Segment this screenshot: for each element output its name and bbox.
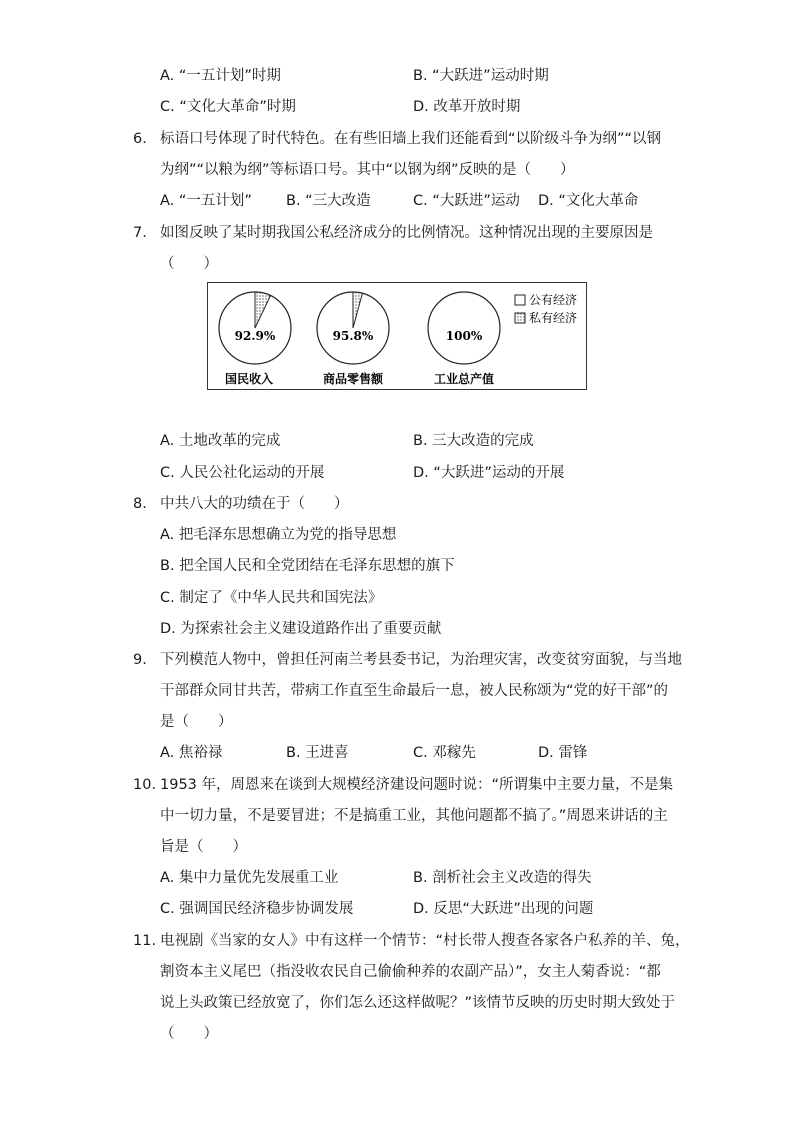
q9-stem-line1: 下列模范人物中，曾担任河南兰考县委书记，为治理灾害，改变贫穷面貌，与当地 — [160, 652, 682, 668]
q8-option-c: C. 制定了《中华人民共和国宪法》 — [160, 590, 383, 606]
q7-option-a: A. 土地改革的完成 — [160, 433, 281, 449]
q10-stem-line1: 1953 年，周恩来在谈到大规模经济建设问题时说：“所谓集中主要力量，不是集 — [160, 777, 674, 793]
q7-option-c: C. 人民公社化运动的开展 — [160, 465, 325, 481]
q10-option-d: D. 反思“大跃进”出现的问题 — [413, 901, 594, 917]
q10-option-b: B. 剖析社会主义改造的得失 — [413, 870, 592, 886]
legend-swatch-private — [515, 313, 525, 323]
legend-swatch-public — [515, 295, 525, 305]
pie-chart-svg — [208, 283, 585, 388]
q5-option-d: D. 改革开放时期 — [413, 99, 521, 115]
q10-option-c: C. 强调国民经济稳步协调发展 — [160, 901, 354, 917]
q6-number: 6. — [133, 131, 147, 147]
q11-stem-line2: 割资本主义尾巴（指没收农民自己偷偷种养的农副产品）”，女主人菊香说：“都 — [160, 964, 661, 980]
pie-1-caption: 国民收入 — [224, 372, 274, 386]
q8-stem: 中共八大的功绩在于（ ） — [160, 496, 349, 512]
legend-label-public: 公有经济 — [529, 293, 578, 307]
q11-stem-line4: （ ） — [160, 1026, 218, 1042]
q9-option-a: A. 焦裕禄 — [160, 745, 223, 761]
q10-stem-line2: 中一切力量，不是要冒进；不是搞重工业，其他问题都不搞了。”周恩来讲话的主 — [160, 808, 668, 824]
q8-option-a: A. 把毛泽东思想确立为党的指导思想 — [160, 527, 397, 543]
q11-number: 11. — [133, 933, 157, 949]
q10-stem-line3: 旨是（ ） — [160, 839, 247, 855]
q7-stem-line2: （ ） — [160, 256, 218, 272]
q10-option-a: A. 集中力量优先发展重工业 — [160, 870, 339, 886]
q7-number: 7. — [133, 225, 147, 241]
q6-option-b: B. “三大改造 — [286, 193, 371, 209]
q10-number: 10. — [133, 777, 157, 793]
q9-stem-line2: 干部群众同甘共苦，带病工作直至生命最后一息，被人民称颂为“党的好干部”的 — [160, 683, 669, 699]
pie-3-public-slice — [428, 292, 500, 364]
q6-option-a: A. “一五计划” — [160, 193, 252, 209]
pie-2-caption: 商品零售额 — [322, 372, 384, 386]
q5-option-a: A. “一五计划”时期 — [160, 68, 281, 84]
q6-stem-line1: 标语口号体现了时代特色。在有些旧墙上我们还能看到“以阶级斗争为纲”“以钢 — [160, 131, 662, 147]
q6-stem-line2: 为纲”“以粮为纲”等标语口号。其中“以钢为纲”反映的是（ ） — [160, 162, 575, 178]
q9-stem-line3: 是（ ） — [160, 714, 233, 730]
chart-legend — [515, 292, 577, 325]
q11-stem-line3: 说上头政策已经放宽了，你们怎么还这样做呢？”该情节反映的历史时期大致处于 — [160, 995, 676, 1011]
q8-number: 8. — [133, 496, 147, 512]
q8-option-d: D. 为探索社会主义建设道路作出了重要贡献 — [160, 621, 442, 637]
q11-stem-line1: 电视剧《当家的女人》中有这样一个情节：“村长带人搜查各家各户私养的羊、兔， — [160, 933, 690, 949]
q9-number: 9. — [133, 652, 147, 668]
q5-option-b: B. “大跃进”运动时期 — [413, 68, 549, 84]
q5-option-c: C. “文化大革命”时期 — [160, 99, 296, 115]
pie-chart-figure — [207, 282, 587, 390]
q9-option-c: C. 邓稼先 — [413, 745, 476, 761]
q7-stem-line1: 如图反映了某时期我国公私经济成分的比例情况。这种情况出现的主要原因是 — [160, 225, 653, 241]
q7-option-b: B. 三大改造的完成 — [413, 433, 534, 449]
q6-option-d: D. “文化大革命 — [538, 193, 639, 209]
pie-1-value-label: 92.9% — [234, 329, 276, 343]
pie-2-value-label: 95.8% — [332, 329, 374, 343]
pie-3-caption: 工业总产值 — [433, 372, 495, 386]
q7-option-d: D. “大跃进”运动的开展 — [413, 465, 565, 481]
legend-label-private: 私有经济 — [529, 311, 578, 325]
pie-3-value-label: 100% — [445, 329, 483, 343]
q8-option-b: B. 把全国人民和全党团结在毛泽东思想的旗下 — [160, 558, 455, 574]
q9-option-b: B. 王进喜 — [286, 745, 349, 761]
q6-option-c: C. “大跃进”运动 — [413, 193, 520, 209]
q9-option-d: D. 雷锋 — [538, 745, 588, 761]
